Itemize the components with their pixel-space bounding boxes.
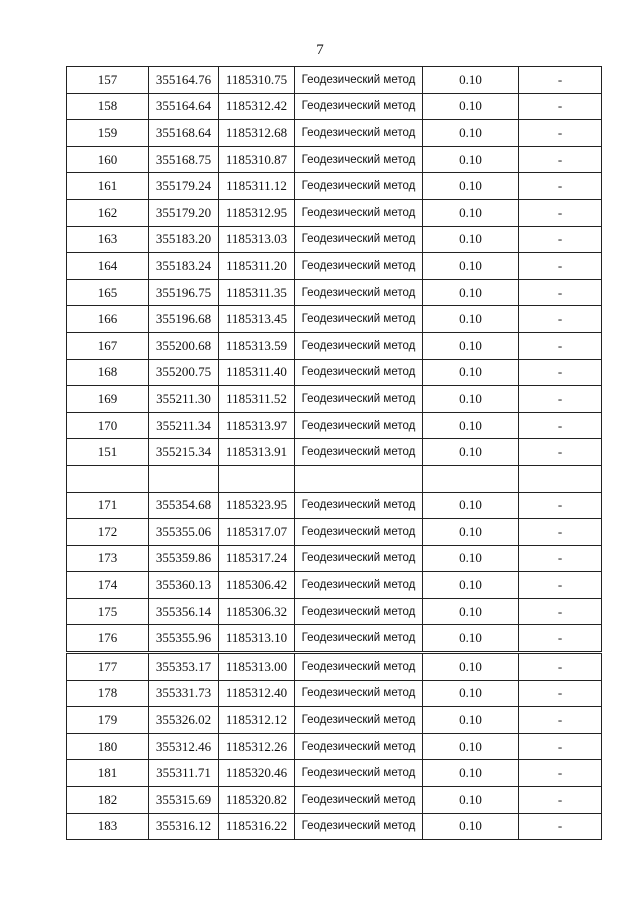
table-row	[67, 760, 602, 787]
method-cell: Геодезический метод	[295, 199, 423, 226]
method-cell: Геодезический метод	[295, 93, 423, 120]
method-cell: Геодезический метод	[295, 545, 423, 572]
note-cell: -	[519, 173, 602, 200]
method-cell: Геодезический метод	[295, 439, 423, 466]
note-cell: -	[519, 625, 602, 653]
accuracy-cell: 0.10	[423, 545, 519, 572]
y-coordinate-cell: 1185310.75	[219, 67, 295, 94]
x-coordinate-cell: 355355.06	[149, 519, 219, 546]
point-number-cell: 179	[67, 707, 149, 734]
y-coordinate-cell: 1185313.97	[219, 412, 295, 439]
point-number-cell: 151	[67, 439, 149, 466]
table-row	[67, 598, 602, 625]
table-row	[67, 545, 602, 572]
point-number-cell: 164	[67, 253, 149, 280]
y-coordinate-cell: 1185317.24	[219, 545, 295, 572]
y-coordinate-cell: 1185311.12	[219, 173, 295, 200]
accuracy-cell: 0.10	[423, 653, 519, 681]
y-coordinate-cell: 1185313.10	[219, 625, 295, 653]
x-coordinate-cell: 355311.71	[149, 760, 219, 787]
y-coordinate-cell: 1185316.22	[219, 813, 295, 840]
note-cell	[519, 465, 602, 492]
note-cell: -	[519, 519, 602, 546]
note-cell: -	[519, 707, 602, 734]
x-coordinate-cell: 355211.30	[149, 386, 219, 413]
method-cell: Геодезический метод	[295, 67, 423, 94]
accuracy-cell: 0.10	[423, 199, 519, 226]
method-cell: Геодезический метод	[295, 386, 423, 413]
method-cell: Геодезический метод	[295, 519, 423, 546]
y-coordinate-cell: 1185313.03	[219, 226, 295, 253]
y-coordinate-cell: 1185313.45	[219, 306, 295, 333]
method-cell: Геодезический метод	[295, 787, 423, 814]
table-row	[67, 306, 602, 333]
note-cell: -	[519, 332, 602, 359]
table-row	[67, 226, 602, 253]
note-cell: -	[519, 760, 602, 787]
accuracy-cell: 0.10	[423, 787, 519, 814]
method-cell: Геодезический метод	[295, 279, 423, 306]
x-coordinate-cell: 355200.75	[149, 359, 219, 386]
x-coordinate-cell: 355360.13	[149, 572, 219, 599]
table-row	[67, 199, 602, 226]
method-cell: Геодезический метод	[295, 680, 423, 707]
note-cell: -	[519, 572, 602, 599]
accuracy-cell: 0.10	[423, 412, 519, 439]
table-row	[67, 787, 602, 814]
note-cell: -	[519, 787, 602, 814]
x-coordinate-cell: 355164.64	[149, 93, 219, 120]
x-coordinate-cell: 355359.86	[149, 545, 219, 572]
point-number-cell: 160	[67, 146, 149, 173]
table-row	[67, 93, 602, 120]
note-cell: -	[519, 253, 602, 280]
y-coordinate-cell: 1185320.82	[219, 787, 295, 814]
accuracy-cell: 0.10	[423, 680, 519, 707]
point-number-cell: 182	[67, 787, 149, 814]
accuracy-cell	[423, 465, 519, 492]
method-cell	[295, 465, 423, 492]
x-coordinate-cell: 355331.73	[149, 680, 219, 707]
note-cell: -	[519, 598, 602, 625]
point-number-cell: 169	[67, 386, 149, 413]
accuracy-cell: 0.10	[423, 279, 519, 306]
method-cell: Геодезический метод	[295, 760, 423, 787]
point-number-cell: 173	[67, 545, 149, 572]
x-coordinate-cell: 355196.68	[149, 306, 219, 333]
method-cell: Геодезический метод	[295, 120, 423, 147]
y-coordinate-cell: 1185317.07	[219, 519, 295, 546]
table-row	[67, 519, 602, 546]
point-number-cell: 171	[67, 492, 149, 519]
table-row	[67, 67, 602, 94]
x-coordinate-cell: 355164.76	[149, 67, 219, 94]
point-number-cell: 158	[67, 93, 149, 120]
note-cell: -	[519, 199, 602, 226]
table-row	[67, 386, 602, 413]
point-number-cell: 174	[67, 572, 149, 599]
point-number-cell	[67, 465, 149, 492]
note-cell: -	[519, 545, 602, 572]
y-coordinate-cell: 1185312.68	[219, 120, 295, 147]
method-cell: Геодезический метод	[295, 572, 423, 599]
x-coordinate-cell: 355196.75	[149, 279, 219, 306]
point-number-cell: 157	[67, 67, 149, 94]
note-cell: -	[519, 439, 602, 466]
y-coordinate-cell: 1185311.35	[219, 279, 295, 306]
accuracy-cell: 0.10	[423, 120, 519, 147]
point-number-cell: 159	[67, 120, 149, 147]
page-number: 7	[316, 42, 324, 58]
accuracy-cell: 0.10	[423, 707, 519, 734]
point-number-cell: 165	[67, 279, 149, 306]
method-cell: Геодезический метод	[295, 226, 423, 253]
accuracy-cell: 0.10	[423, 306, 519, 333]
table-row	[67, 680, 602, 707]
point-number-cell: 170	[67, 412, 149, 439]
accuracy-cell: 0.10	[423, 386, 519, 413]
x-coordinate-cell: 355326.02	[149, 707, 219, 734]
table-row	[67, 733, 602, 760]
accuracy-cell: 0.10	[423, 733, 519, 760]
note-cell: -	[519, 306, 602, 333]
accuracy-cell: 0.10	[423, 146, 519, 173]
table-row	[67, 359, 602, 386]
method-cell: Геодезический метод	[295, 625, 423, 653]
note-cell: -	[519, 93, 602, 120]
y-coordinate-cell: 1185312.42	[219, 93, 295, 120]
y-coordinate-cell: 1185323.95	[219, 492, 295, 519]
y-coordinate-cell: 1185306.42	[219, 572, 295, 599]
method-cell: Геодезический метод	[295, 146, 423, 173]
table-row	[67, 412, 602, 439]
table-row	[67, 439, 602, 466]
y-coordinate-cell: 1185313.91	[219, 439, 295, 466]
point-number-cell: 162	[67, 199, 149, 226]
accuracy-cell: 0.10	[423, 173, 519, 200]
note-cell: -	[519, 67, 602, 94]
y-coordinate-cell: 1185312.40	[219, 680, 295, 707]
table-row	[67, 465, 602, 492]
y-coordinate-cell: 1185320.46	[219, 760, 295, 787]
table-row	[67, 146, 602, 173]
coordinates-table	[66, 66, 602, 840]
note-cell: -	[519, 386, 602, 413]
method-cell: Геодезический метод	[295, 306, 423, 333]
x-coordinate-cell: 355183.20	[149, 226, 219, 253]
accuracy-cell: 0.10	[423, 93, 519, 120]
table-row	[67, 332, 602, 359]
point-number-cell: 177	[67, 653, 149, 681]
note-cell: -	[519, 359, 602, 386]
y-coordinate-cell: 1185306.32	[219, 598, 295, 625]
x-coordinate-cell: 355179.24	[149, 173, 219, 200]
method-cell: Геодезический метод	[295, 412, 423, 439]
x-coordinate-cell: 355183.24	[149, 253, 219, 280]
method-cell: Геодезический метод	[295, 173, 423, 200]
note-cell: -	[519, 146, 602, 173]
table-row	[67, 653, 602, 681]
table-row	[67, 707, 602, 734]
method-cell: Геодезический метод	[295, 359, 423, 386]
x-coordinate-cell	[149, 465, 219, 492]
note-cell: -	[519, 653, 602, 681]
x-coordinate-cell: 355215.34	[149, 439, 219, 466]
method-cell: Геодезический метод	[295, 733, 423, 760]
note-cell: -	[519, 813, 602, 840]
table-row	[67, 625, 602, 653]
point-number-cell: 161	[67, 173, 149, 200]
note-cell: -	[519, 226, 602, 253]
accuracy-cell: 0.10	[423, 439, 519, 466]
y-coordinate-cell: 1185313.00	[219, 653, 295, 681]
note-cell: -	[519, 733, 602, 760]
x-coordinate-cell: 355211.34	[149, 412, 219, 439]
x-coordinate-cell: 355353.17	[149, 653, 219, 681]
y-coordinate-cell: 1185310.87	[219, 146, 295, 173]
accuracy-cell: 0.10	[423, 625, 519, 653]
point-number-cell: 166	[67, 306, 149, 333]
note-cell: -	[519, 492, 602, 519]
point-number-cell: 181	[67, 760, 149, 787]
x-coordinate-cell: 355354.68	[149, 492, 219, 519]
y-coordinate-cell: 1185311.52	[219, 386, 295, 413]
point-number-cell: 167	[67, 332, 149, 359]
method-cell: Геодезический метод	[295, 598, 423, 625]
x-coordinate-cell: 355355.96	[149, 625, 219, 653]
note-cell: -	[519, 412, 602, 439]
method-cell: Геодезический метод	[295, 253, 423, 280]
accuracy-cell: 0.10	[423, 813, 519, 840]
coordinates-table-body	[67, 67, 602, 840]
point-number-cell: 180	[67, 733, 149, 760]
table-row	[67, 813, 602, 840]
note-cell: -	[519, 120, 602, 147]
y-coordinate-cell	[219, 465, 295, 492]
x-coordinate-cell: 355315.69	[149, 787, 219, 814]
point-number-cell: 175	[67, 598, 149, 625]
note-cell: -	[519, 279, 602, 306]
method-cell: Геодезический метод	[295, 492, 423, 519]
method-cell: Геодезический метод	[295, 707, 423, 734]
accuracy-cell: 0.10	[423, 253, 519, 280]
table-row	[67, 173, 602, 200]
x-coordinate-cell: 355168.64	[149, 120, 219, 147]
x-coordinate-cell: 355316.12	[149, 813, 219, 840]
y-coordinate-cell: 1185312.12	[219, 707, 295, 734]
x-coordinate-cell: 355168.75	[149, 146, 219, 173]
table-row	[67, 492, 602, 519]
accuracy-cell: 0.10	[423, 572, 519, 599]
point-number-cell: 178	[67, 680, 149, 707]
x-coordinate-cell: 355179.20	[149, 199, 219, 226]
table-row	[67, 253, 602, 280]
method-cell: Геодезический метод	[295, 332, 423, 359]
y-coordinate-cell: 1185313.59	[219, 332, 295, 359]
x-coordinate-cell: 355356.14	[149, 598, 219, 625]
table-row	[67, 120, 602, 147]
accuracy-cell: 0.10	[423, 492, 519, 519]
y-coordinate-cell: 1185311.20	[219, 253, 295, 280]
y-coordinate-cell: 1185312.95	[219, 199, 295, 226]
accuracy-cell: 0.10	[423, 226, 519, 253]
point-number-cell: 172	[67, 519, 149, 546]
note-cell: -	[519, 680, 602, 707]
accuracy-cell: 0.10	[423, 359, 519, 386]
accuracy-cell: 0.10	[423, 760, 519, 787]
point-number-cell: 183	[67, 813, 149, 840]
table-row	[67, 279, 602, 306]
point-number-cell: 168	[67, 359, 149, 386]
point-number-cell: 163	[67, 226, 149, 253]
x-coordinate-cell: 355312.46	[149, 733, 219, 760]
accuracy-cell: 0.10	[423, 598, 519, 625]
table-row	[67, 572, 602, 599]
method-cell: Геодезический метод	[295, 813, 423, 840]
accuracy-cell: 0.10	[423, 519, 519, 546]
method-cell: Геодезический метод	[295, 653, 423, 681]
y-coordinate-cell: 1185312.26	[219, 733, 295, 760]
accuracy-cell: 0.10	[423, 332, 519, 359]
x-coordinate-cell: 355200.68	[149, 332, 219, 359]
y-coordinate-cell: 1185311.40	[219, 359, 295, 386]
point-number-cell: 176	[67, 625, 149, 653]
accuracy-cell: 0.10	[423, 67, 519, 94]
